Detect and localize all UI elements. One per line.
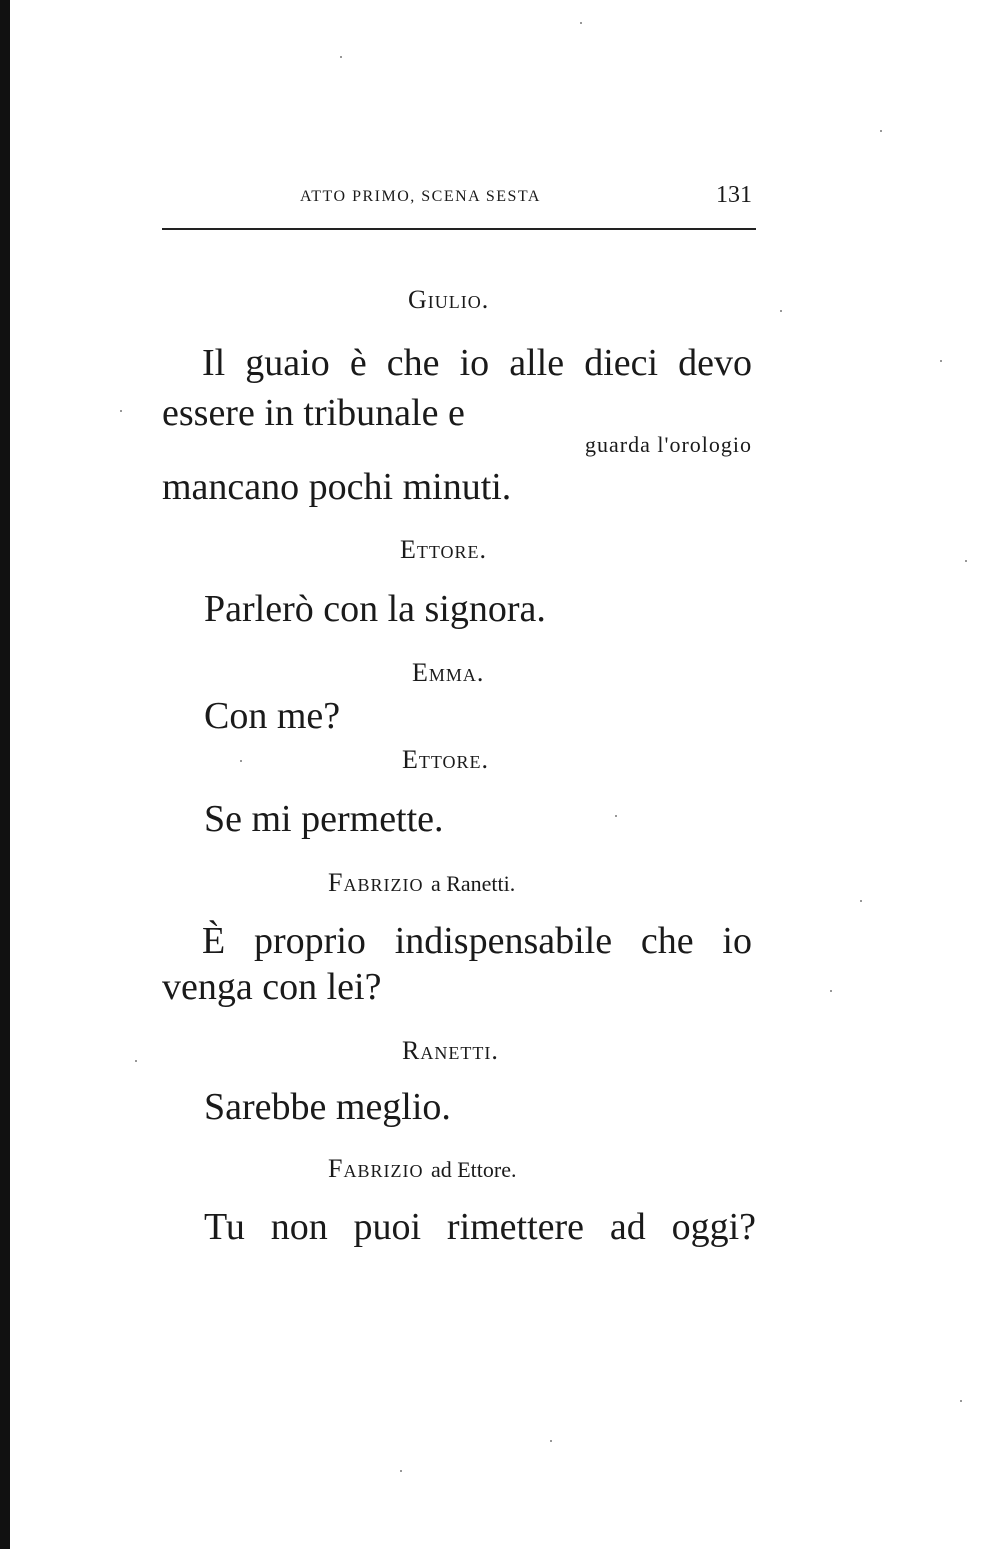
speaker-name: Ettore. bbox=[402, 745, 490, 774]
dialogue-line: essere in tribunale e bbox=[162, 392, 465, 434]
speaker-name-text: Fabrizio bbox=[328, 1154, 424, 1183]
speaker-name bbox=[328, 868, 515, 898]
speaker-name: Ranetti. bbox=[402, 1036, 499, 1065]
speaker-name: Ettore. bbox=[400, 535, 488, 564]
binding-edge bbox=[0, 0, 10, 1549]
dialogue-line: Il guaio è che io alle dieci devo bbox=[202, 342, 752, 384]
dialogue-line: Con me? bbox=[204, 695, 341, 737]
speaker-note: a Ranetti. bbox=[430, 871, 516, 896]
dialogue-line: Tu non puoi rimettere ad oggi? bbox=[204, 1206, 756, 1248]
page-header bbox=[162, 182, 752, 212]
stage-direction: guarda l'orologio bbox=[585, 432, 752, 457]
running-head: ATTO PRIMO, SCENA SESTA bbox=[300, 188, 541, 205]
speaker-name bbox=[328, 1154, 516, 1184]
page-number: 131 bbox=[716, 182, 752, 208]
speaker-note: ad Ettore. bbox=[430, 1157, 517, 1182]
dialogue-line: Sarebbe meglio. bbox=[204, 1086, 451, 1128]
dialogue-line: Parlerò con la signora. bbox=[204, 588, 546, 630]
header-rule bbox=[162, 228, 756, 230]
dialogue-line: Se mi permette. bbox=[204, 798, 444, 840]
dialogue-line: venga con lei? bbox=[162, 966, 382, 1008]
dialogue-line: mancano pochi minuti. bbox=[162, 466, 512, 508]
speaker-name: Emma. bbox=[412, 658, 485, 687]
speaker-name-text: Fabrizio bbox=[328, 868, 424, 897]
speaker-name: Giulio. bbox=[408, 285, 490, 314]
dialogue-line: È proprio indispensabile che io bbox=[202, 920, 752, 962]
